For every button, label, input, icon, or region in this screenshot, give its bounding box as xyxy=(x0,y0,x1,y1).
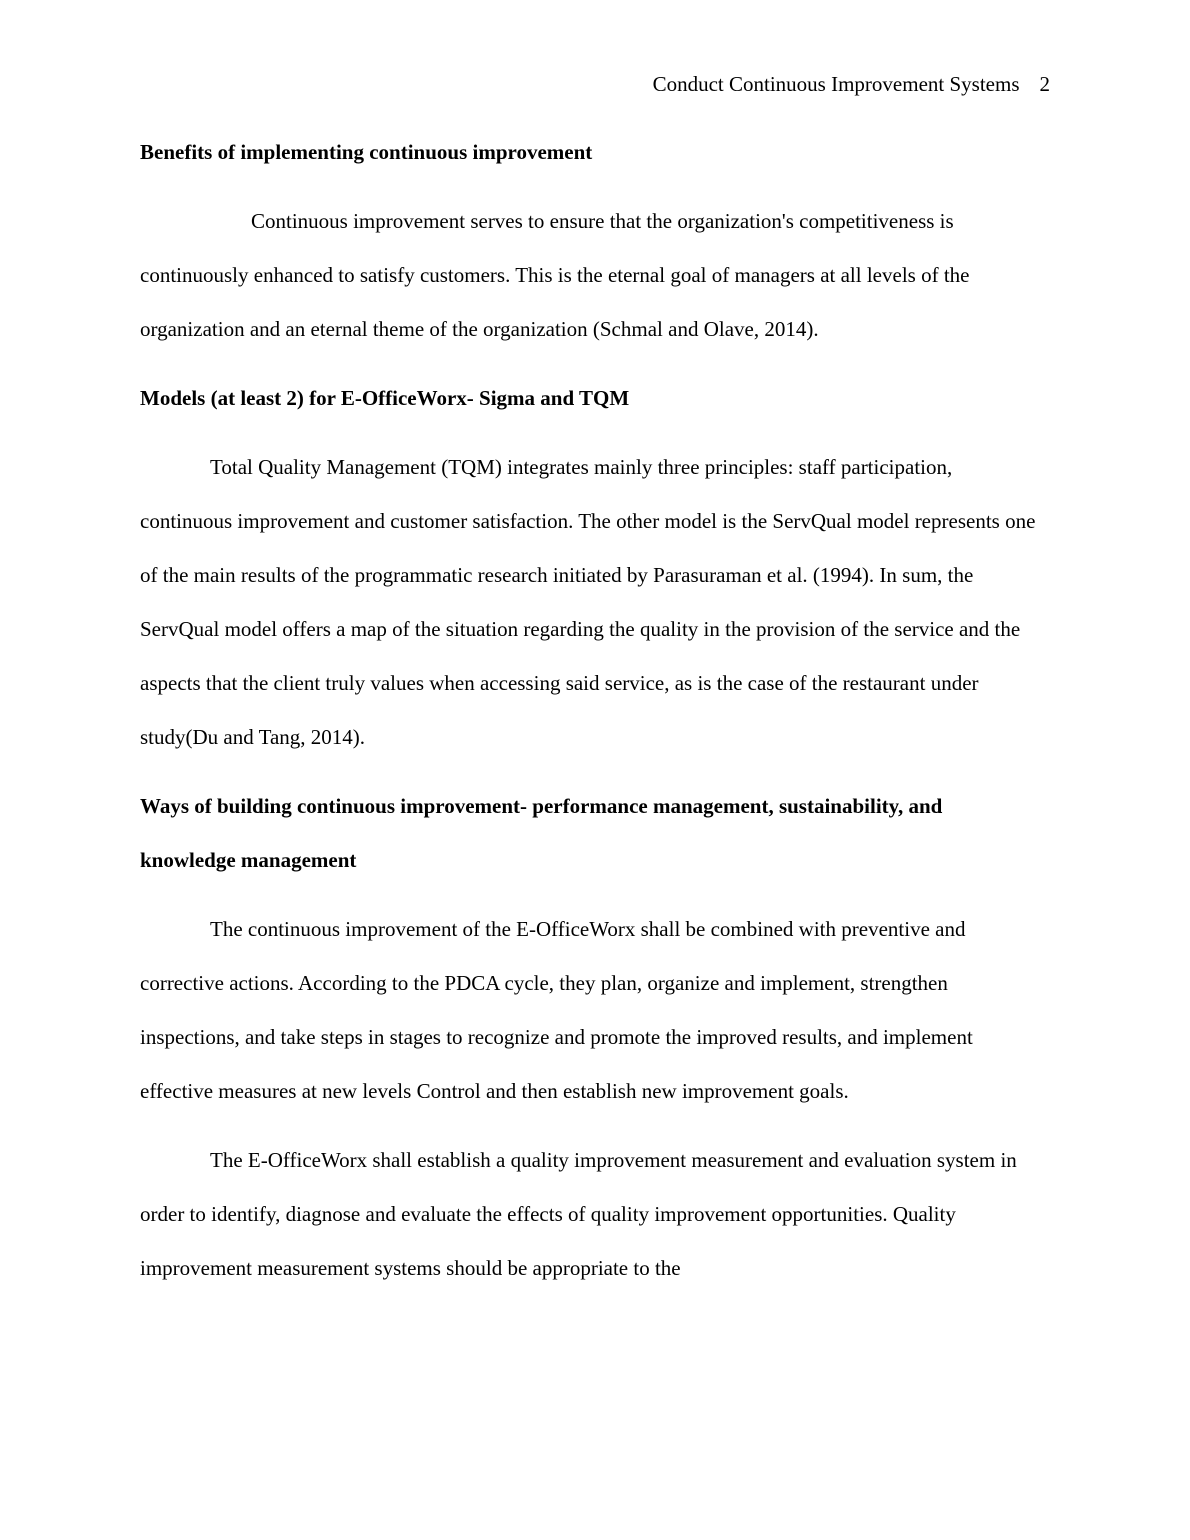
section-models xyxy=(140,371,1040,764)
document-body xyxy=(140,125,1040,1310)
body-paragraph: The continuous improvement of the E-OfficeWorx shall be combined with preventive and corrective actions. According to the PDCA cycle, they plan, organize and implement, strengthen inspections, and take steps in stages to recognize and promote the improved results, and implement effective measures at new levels Control and then establish new improvement goals. xyxy=(140,917,973,1103)
body-paragraph: Total Quality Management (TQM) integrates mainly three principles: staff participation, continuous improvement and customer satisfaction. The other model is the ServQual model represents one of the main results of the programmatic research initiated by Parasuraman et al. (1994). In sum, the ServQual model offers a map of the situation regarding the quality in the provision of the service and the aspects that the client truly values when accessing said service, as is the case of the restaurant under study(Du and Tang, 2014). xyxy=(140,455,1036,749)
body-paragraph: The E-OfficeWorx shall establish a quality improvement measurement and evaluation system in order to identify, diagnose and evaluate the effects of quality improvement opportunities. Quality improvement measurement systems should be appropriate to the xyxy=(140,1148,1017,1280)
page-number: 2 xyxy=(1039,72,1050,96)
section-heading: Benefits of implementing continuous improvement xyxy=(140,140,593,164)
body-paragraph: Continuous improvement serves to ensure that the organization's competitiveness is continuously enhanced to satisfy customers. This is the eternal goal of managers at all levels of the organization and an eternal theme of the organization (Schmal and Olave, 2014). xyxy=(140,209,970,341)
running-header xyxy=(653,70,1050,98)
section-ways xyxy=(140,779,1040,1295)
section-heading: Ways of building continuous improvement- performance management, sustainability, and knowledge management xyxy=(140,794,943,872)
running-title: Conduct Continuous Improvement Systems xyxy=(652,72,1020,96)
section-heading: Models (at least 2) for E-OfficeWorx- Sigma and TQM xyxy=(140,386,630,410)
section-benefits xyxy=(140,125,1040,356)
